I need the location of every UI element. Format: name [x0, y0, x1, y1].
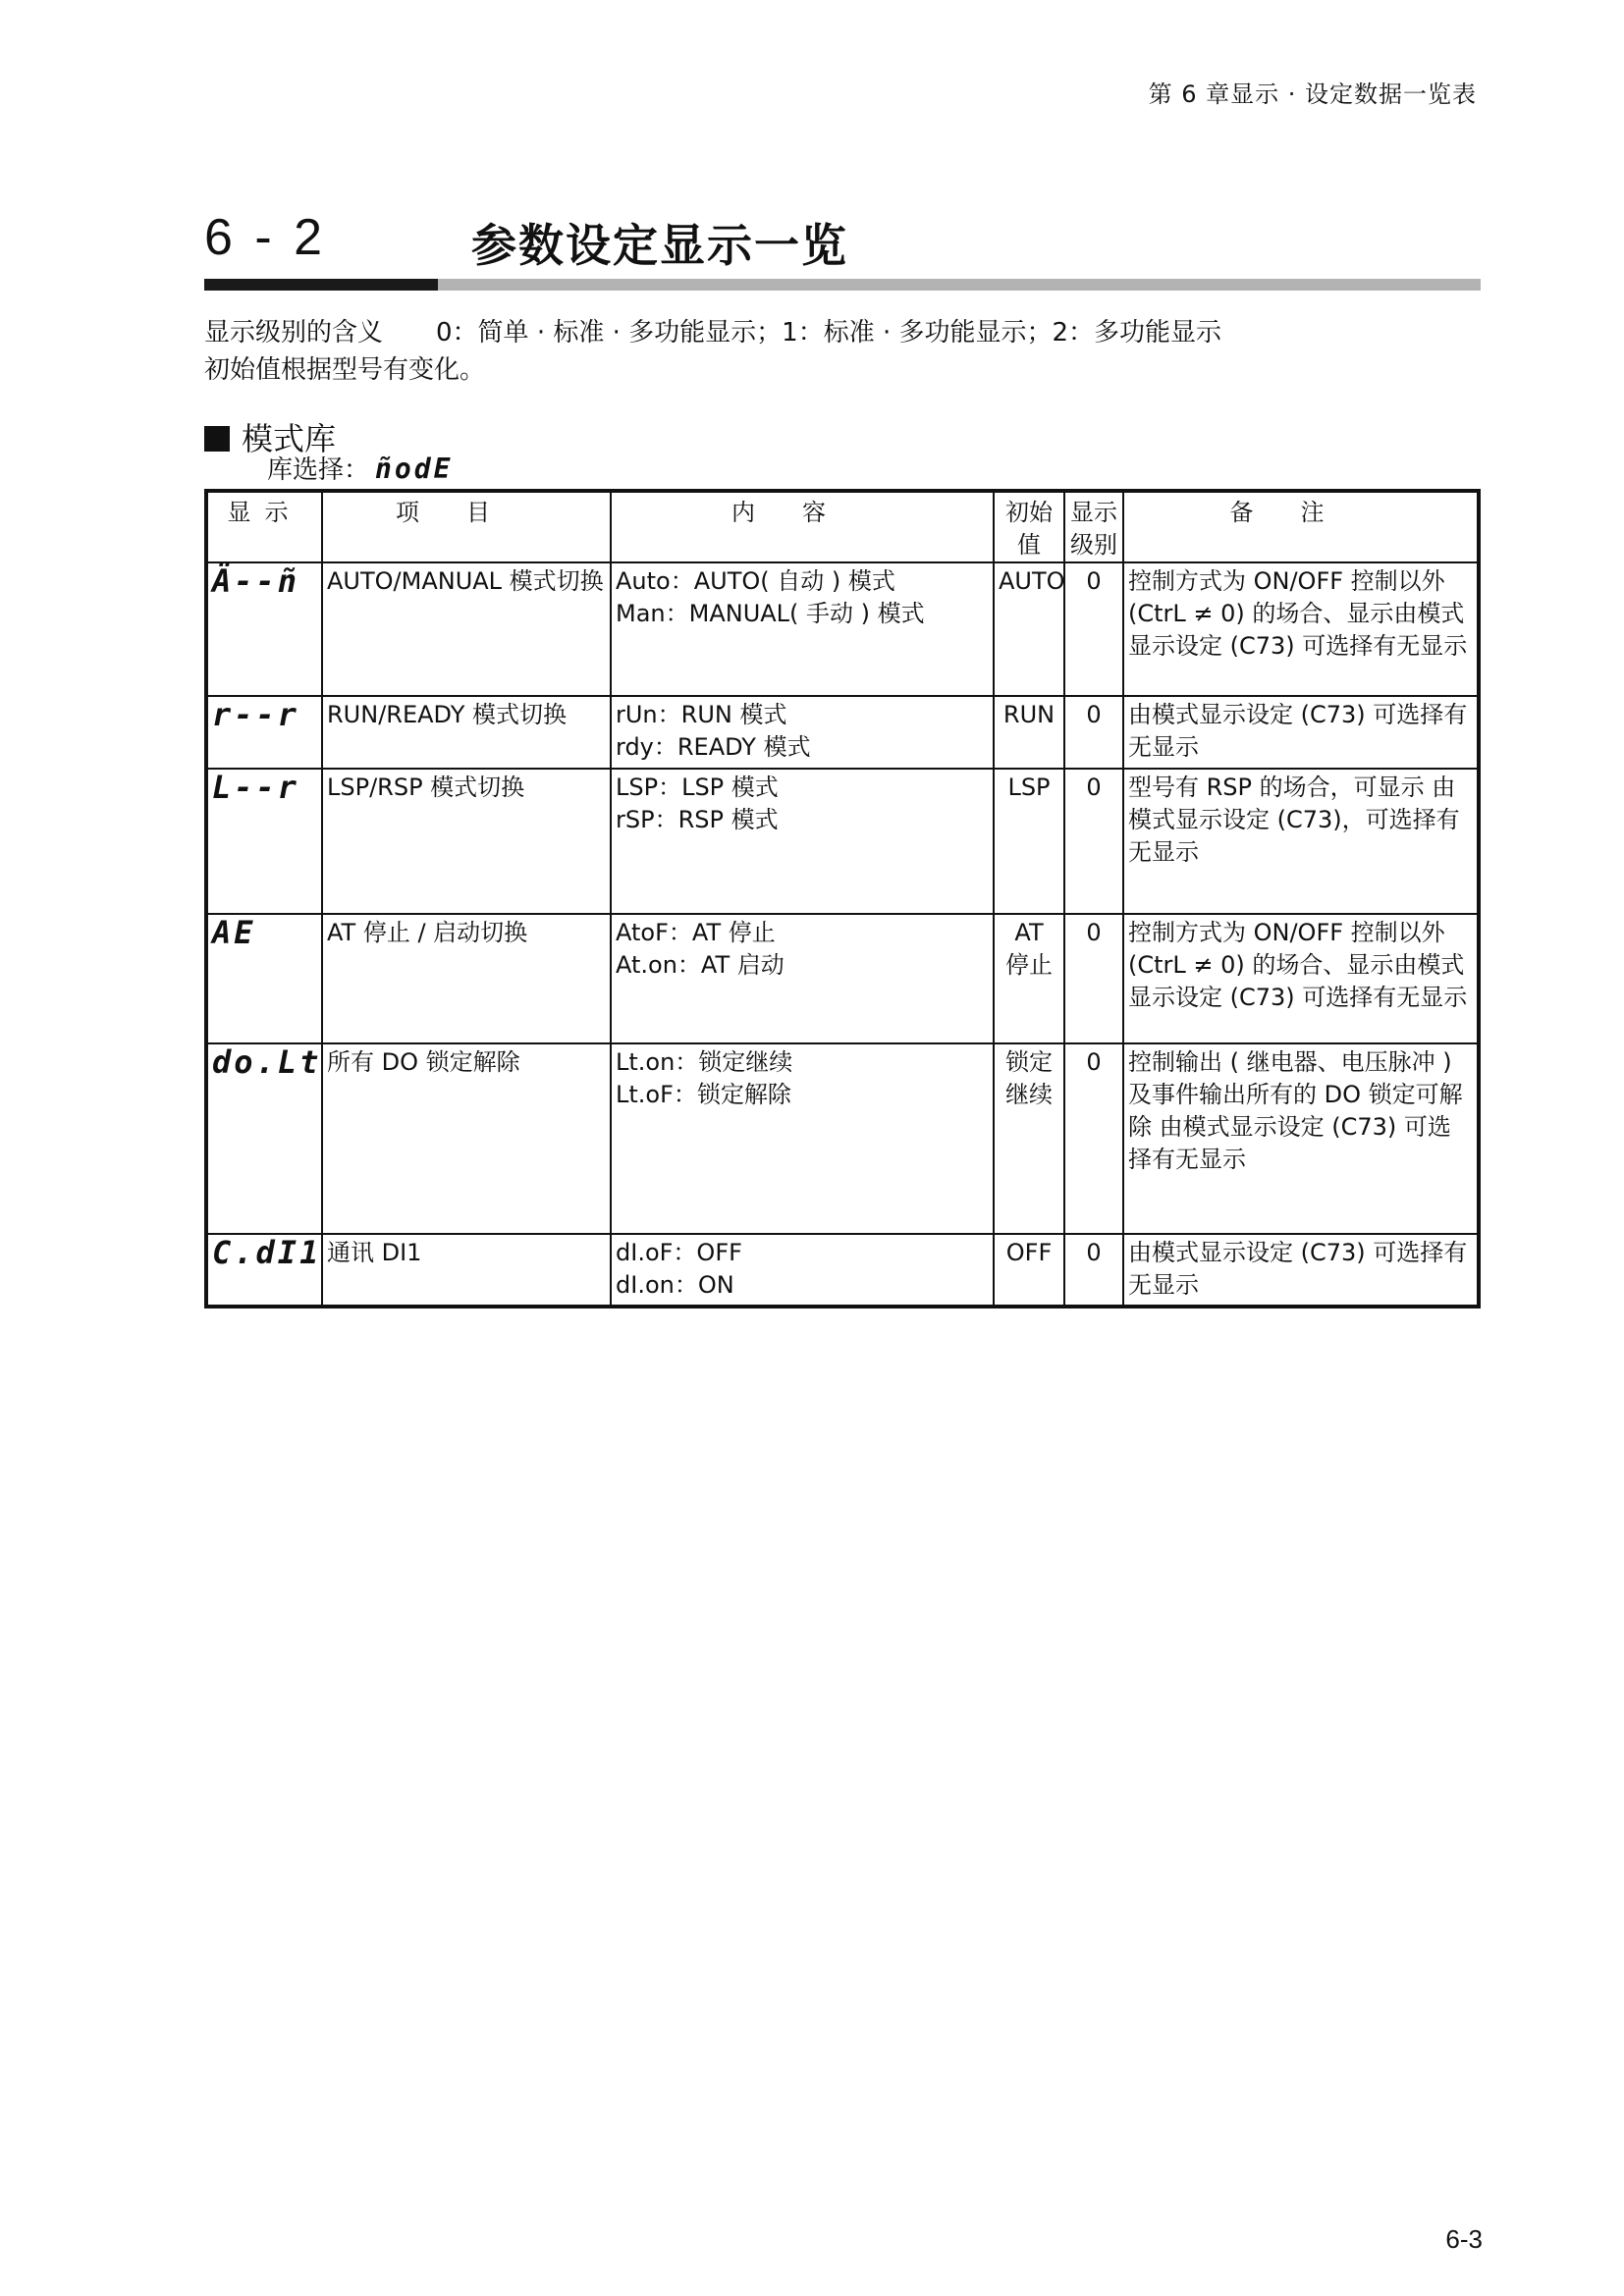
table-row — [206, 1043, 1479, 1234]
section-title — [204, 208, 1481, 272]
header-initial: 初始 值 — [994, 491, 1064, 562]
content-cell: AtoF：AT 停止 At.on：AT 启动 — [611, 914, 994, 1043]
level-cell: 0 — [1064, 1234, 1123, 1307]
header-display: 显示 — [206, 491, 322, 562]
bank-select-label: 库选择： — [267, 455, 370, 485]
table-row — [206, 696, 1479, 769]
level-cell: 0 — [1064, 769, 1123, 914]
display-code: L--r — [206, 769, 322, 914]
item-cell: LSP/RSP 模式切换 — [322, 769, 611, 914]
table-header-row — [206, 491, 1479, 562]
display-level-description: 0：简单 · 标准 · 多功能显示；1：标准 · 多功能显示；2：多功能显示 — [436, 318, 1222, 347]
remarks-cell: 控制方式为 ON/OFF 控制以外 (CtrL ≠ 0) 的场合、显示由模式显示设定 (C73) 可选择有无显示 — [1123, 914, 1479, 1043]
content-cell: LSP：LSP 模式 rSP：RSP 模式 — [611, 769, 994, 914]
display-code: r--r — [206, 696, 322, 769]
display-code: Ä--ñ — [206, 562, 322, 696]
remarks-cell: 控制输出 ( 继电器、电压脉冲 ) 及事件输出所有的 DO 锁定可解除 由模式显示设定 (C73) 可选择有无显示 — [1123, 1043, 1479, 1234]
black-square-icon — [204, 426, 230, 452]
initial-cell: RUN — [994, 696, 1064, 769]
table-row — [206, 769, 1479, 914]
item-cell: 通讯 DI1 — [322, 1234, 611, 1307]
title-rule-light — [438, 279, 1481, 291]
bank-select-code: ñodE — [375, 453, 454, 485]
display-code: AE — [206, 914, 322, 1043]
display-level-note — [204, 312, 1221, 348]
bank-select — [267, 450, 453, 486]
header-content: 内容 — [611, 491, 994, 562]
initial-cell: AUTO — [994, 562, 1064, 696]
remarks-cell: 控制方式为 ON/OFF 控制以外 (CtrL ≠ 0) 的场合、显示由模式显示设定 (C73) 可选择有无显示 — [1123, 562, 1479, 696]
header-level: 显示 级别 — [1064, 491, 1123, 562]
header-item: 项目 — [322, 491, 611, 562]
item-cell: 所有 DO 锁定解除 — [322, 1043, 611, 1234]
remarks-cell: 由模式显示设定 (C73) 可选择有无显示 — [1123, 696, 1479, 769]
remarks-cell: 由模式显示设定 (C73) 可选择有无显示 — [1123, 1234, 1479, 1307]
initial-value-note: 初始值根据型号有变化。 — [204, 355, 486, 385]
content-cell: Auto：AUTO( 自动 ) 模式 Man：MANUAL( 手动 ) 模式 — [611, 562, 994, 696]
table-row — [206, 1234, 1479, 1307]
section-number: 6 - 2 — [204, 209, 327, 266]
content-cell: Lt.on：锁定继续 Lt.oF：锁定解除 — [611, 1043, 994, 1234]
level-cell: 0 — [1064, 914, 1123, 1043]
page-number: 6-3 — [1445, 2224, 1483, 2254]
initial-cell: LSP — [994, 769, 1064, 914]
display-code: C.dI1 — [206, 1234, 322, 1307]
title-rule-dark — [204, 279, 438, 291]
parameter-table — [204, 489, 1481, 1308]
section-name: 参数设定显示一览 — [471, 219, 848, 272]
level-cell: 0 — [1064, 1043, 1123, 1234]
content-cell: rUn：RUN 模式 rdy：READY 模式 — [611, 696, 994, 769]
display-code: do.Lt — [206, 1043, 322, 1234]
remarks-cell: 型号有 RSP 的场合，可显示 由模式显示设定 (C73)，可选择有无显示 — [1123, 769, 1479, 914]
display-level-label: 显示级别的含义 — [204, 318, 384, 347]
item-cell: AT 停止 / 启动切换 — [322, 914, 611, 1043]
initial-cell: OFF — [994, 1234, 1064, 1307]
subsection-title: 模式库 — [242, 420, 337, 457]
item-cell: AUTO/MANUAL 模式切换 — [322, 562, 611, 696]
item-cell: RUN/READY 模式切换 — [322, 696, 611, 769]
initial-cell: 锁定 继续 — [994, 1043, 1064, 1234]
chapter-header: 第 6 章显示 · 设定数据一览表 — [1148, 80, 1477, 108]
table-row — [206, 914, 1479, 1043]
content-cell: dI.oF：OFF dI.on：ON — [611, 1234, 994, 1307]
header-remarks: 备注 — [1123, 491, 1479, 562]
level-cell: 0 — [1064, 696, 1123, 769]
table-row — [206, 562, 1479, 696]
level-cell: 0 — [1064, 562, 1123, 696]
initial-cell: AT 停止 — [994, 914, 1064, 1043]
